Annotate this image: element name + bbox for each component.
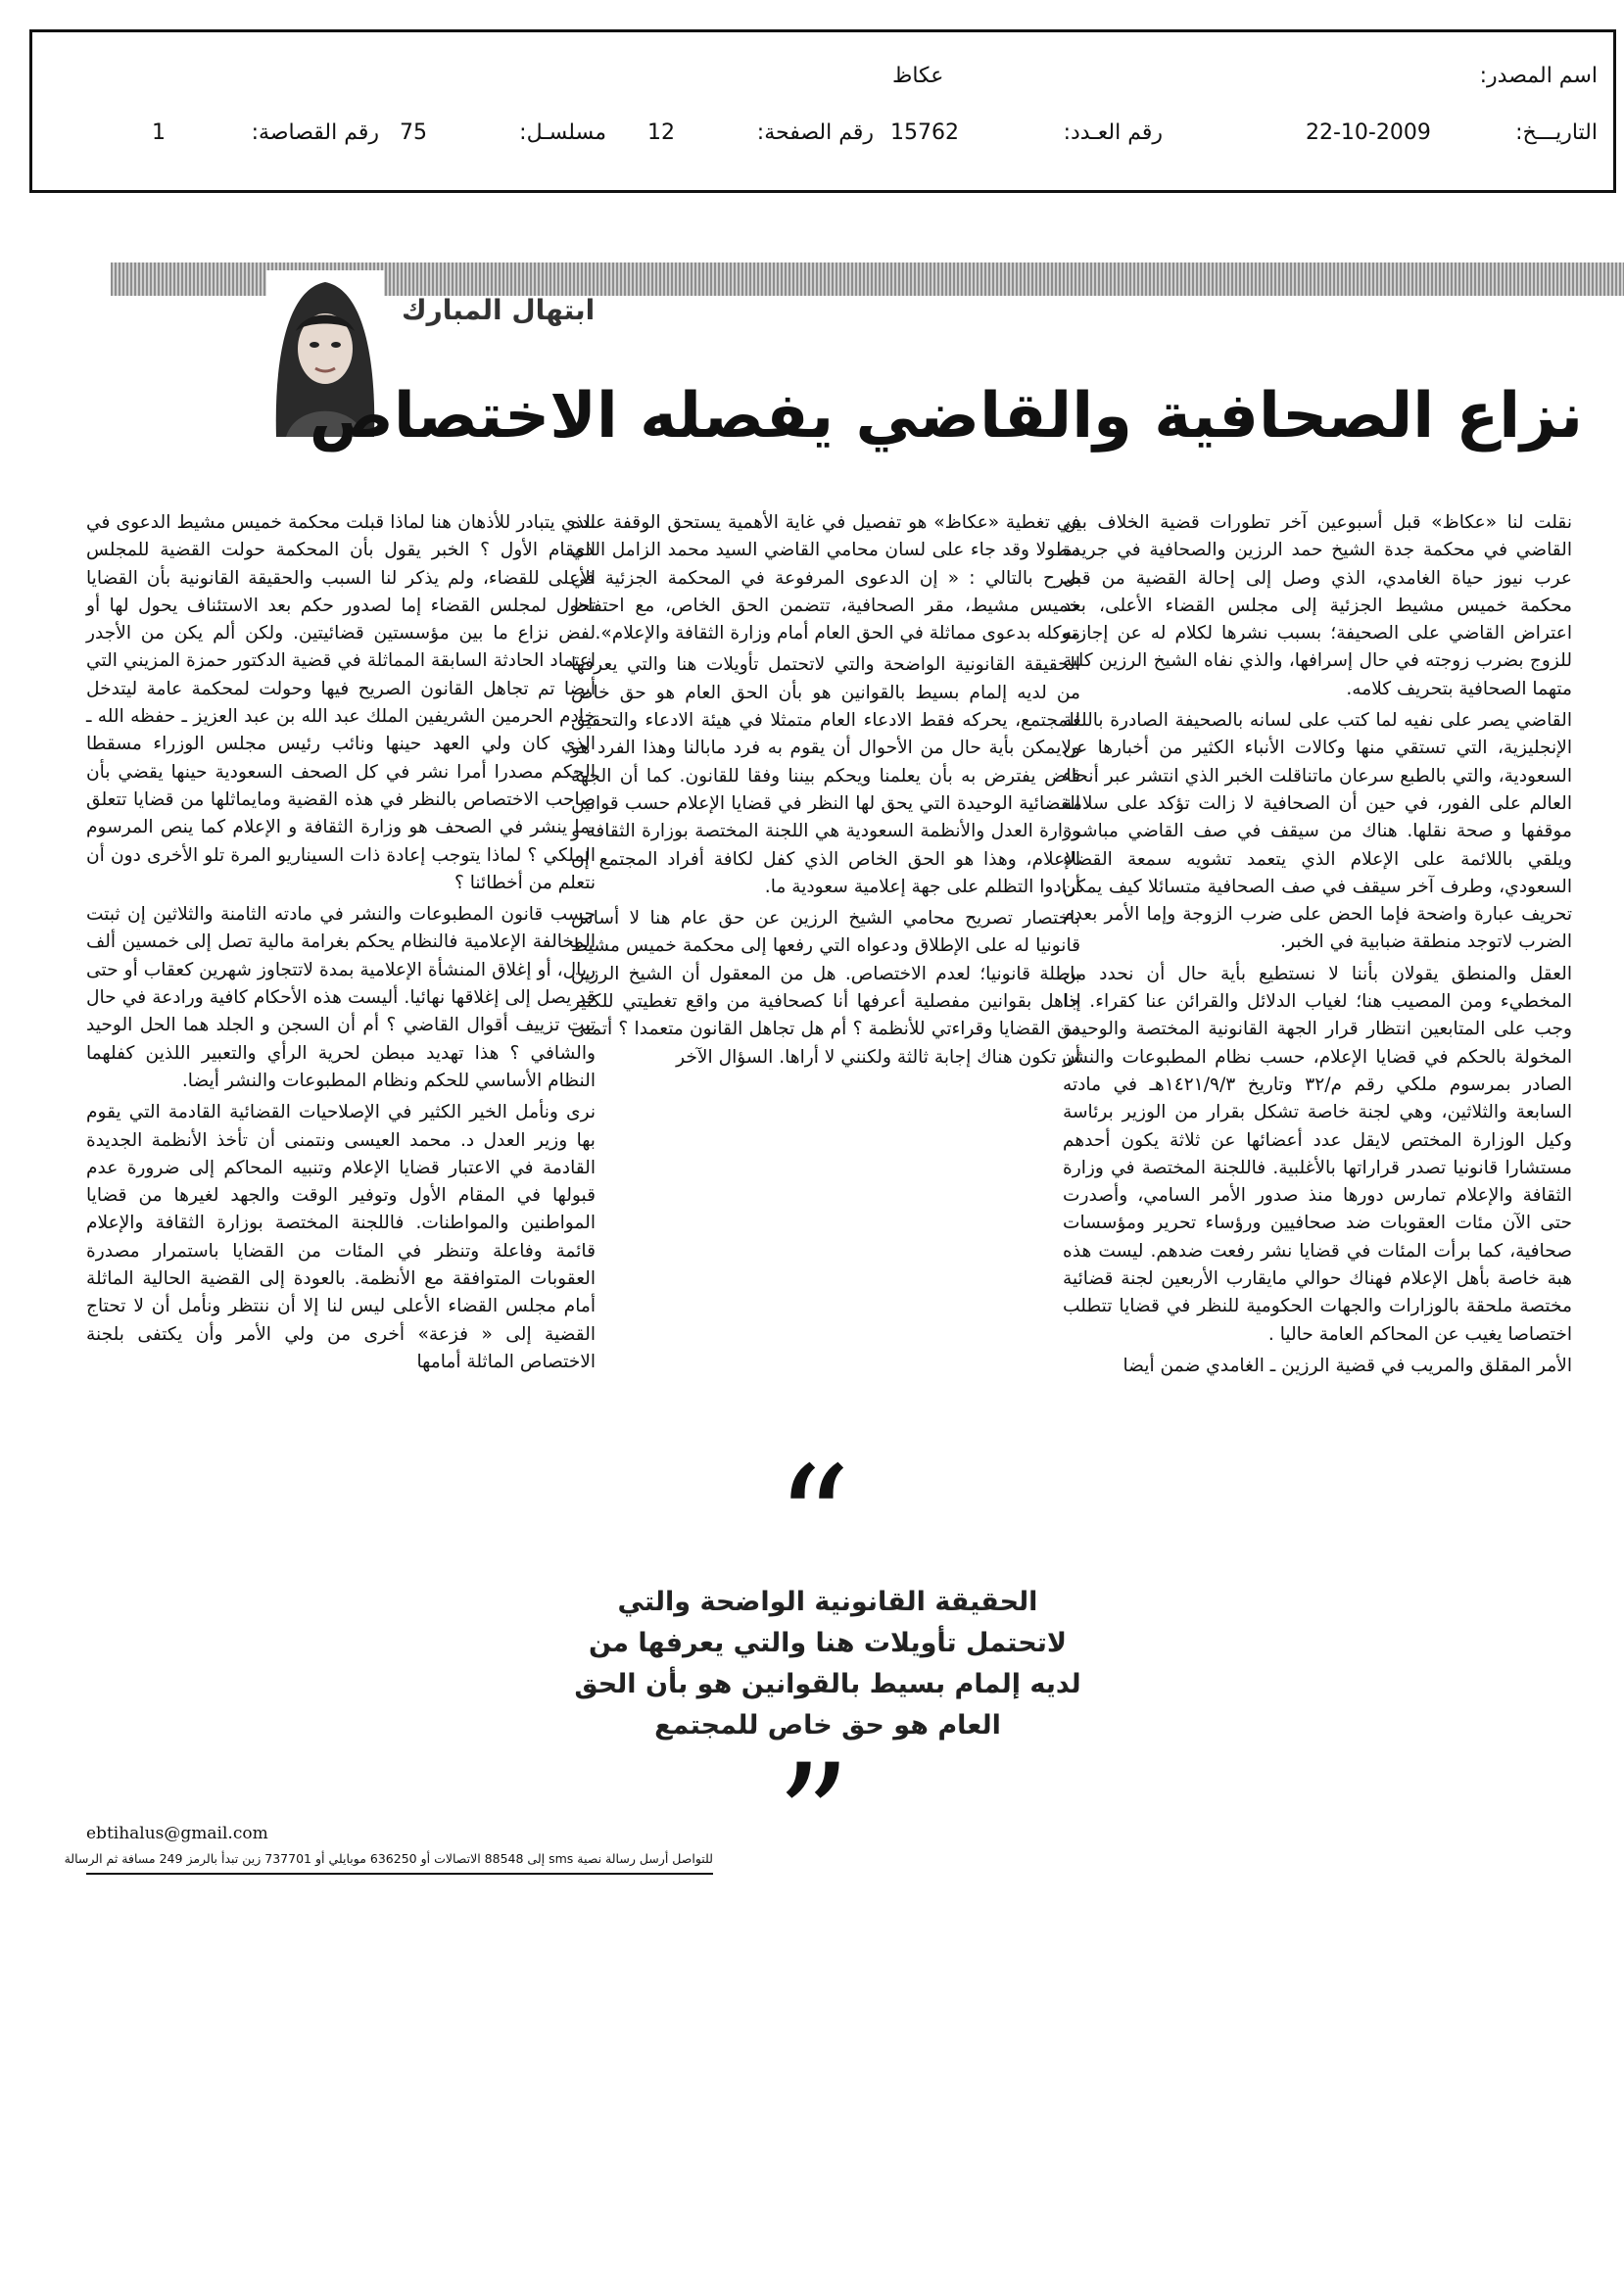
paragraph: نرى ونأمل الخير الكثير في الإصلاحيات القضائية القادمة التي يقوم بها وزير العدل د. محمد العيسى ونتمنى أن تأخذ الأنظمة الجديدة القادمة في الاعتبار قضايا الإعلام وتنبيه المحاكم إلى ضرورة عدم قبولها في المقام الأول وتوفير الوقت والجهد لغيرها من قضايا المواطنين والمواطنات. فاللجنة المختصة بوزارة الثقافة والإعلام قائمة وفاعلة وتنظر في المئات من القضايا باستمرار مصدرة العقوبات المتوافقة مع الأنظمة. بالعودة إلى القضية الحالية الماثلة أمام مجلس القضاء الأعلى ليس لنا إلا أن ننتظر ونأمل أن لا تحتاج القضية إلى « فزعة» أخرى من ولي الأمر وأن يكتفى بلجنة الاختصاص الماثلة أمامها: [86, 1102, 596, 1372]
paragraph: في تغطية «عكاظ» هو تفصيل في غاية الأهمية يستحق الوقفة عنده مطولا وقد جاء على لسان محامي القاضي السيد محمد الزامل الذي صرح بالتالي : « إن الدعوى المرفوعة في المحكمة الجزئية في خميس مشيط، مقر الصحافية، تتضمن الحق الخاص، مع احتفاظ موكله بدعوى مماثلة في الحق العام أمام وزارة الثقافة والإعلام».: [571, 512, 1080, 644]
paragraph: حسب قانون المطبوعات والنشر في مادته الثامنة والثلاثين إن ثبتت المخالفة الإعلامية فالنظام يحكم بغرامة مالية تصل إلى خمسين ألف ريال، أو إغلاق المنشأة الإعلامية بمدة لاتتجاوز شهرين كعقاب أو حتى قد يصل إلى إغلاقها نهائيا. أليست هذه الأحكام كافية ورادعة في حال تبت تزييف أقوال القاضي ؟ أم أن السجن و الجلد هما الحل الوحيد والشافي ؟ هذا تهديد مبطن لحرية الرأي والتعبير اللذين كفلهما النظام الأساسي للحكم ونظام المطبوعات والنشر أيضا.: [86, 904, 596, 1091]
author-email[interactable]: ebtihalus@gmail.com: [86, 1824, 268, 1843]
article-column-middle: [571, 509, 1080, 1075]
page-label: رقم الصفحة:: [756, 120, 874, 145]
paragraph: الحقيقة القانونية الواضحة والتي لاتحتمل تأويلات هنا والتي يعرفها من لديه إلمام بسيط بالقوانين هو بأن الحق العام هو حق خاص للمجتمع، يحركه فقط الادعاء العام متمثلا في هيئة الادعاء والتحقيق ولايمكن بأية حال من الأحوال أن يقوم به فرد مابالنا وهذا الفرد هو قاض يفترض به بأن يعلمنا ويحكم بيننا وفقا للقانون. كما أن الجهة القضائية الوحيدة التي يحق لها النظر في قضايا الإعلام حسب قوانين وزارة العدل والأنظمة السعودية هي اللجنة المختصة بوزارة الثقافة و الإعلام، وهذا هو الحق الخاص الذي كفل لكافة أفراد المجتمع إن أرادوا التظلم على جهة إعلامية سعودية ما.: [571, 654, 1080, 897]
issue-label: رقم العـدد:: [1063, 120, 1163, 145]
clipping-label: رقم القصاصة:: [251, 120, 379, 145]
source-value: عكاظ: [892, 64, 944, 88]
page-value: 12: [647, 120, 675, 145]
footer-divider: [86, 1873, 713, 1875]
close-quote-icon: ”: [776, 1734, 851, 1904]
serial-value: 75: [400, 120, 427, 145]
issue-value: 15762: [890, 120, 959, 145]
source-label: اسم المصدر:: [1479, 64, 1598, 88]
pull-quote: الحقيقة القانونية الواضحة والتي لاتحتمل تأويلات هنا والتي يعرفها من لديه إلمام بسيط بالقوانين هو بأن الحق العام هو حق خاص للمجتمع: [574, 1587, 1081, 1741]
article-headline: نزاع الصحافية والقاضي يفصله الاختصاص: [309, 380, 1583, 453]
open-quote-icon: “: [776, 1436, 851, 1606]
date-value: 22-10-2009: [1306, 120, 1431, 145]
author-byline: ابتهال المبارك: [402, 294, 596, 326]
paragraph: الذي يتبادر للأذهان هنا لماذا قبلت محكمة خميس مشيط الدعوى في المقام الأول ؟ الخبر يقول بأن المحكمة حولت القضية للمجلس الأعلى للقضاء، ولم يذكر لنا السبب والحقيقة القانونية بأن القضايا تحول لمجلس القضاء إما لصدور حكم بعد الاستئناف يحول لها أو لفض نزاع ما بين مؤسستين قضائيتين. ولكن ألم يكن من الأجدر اعتماد الحادثة السابقة المماثلة في قضية الدكتور حمزة المزيني التي أيضا تم تجاهل القانون الصريح فيها وحولت لمحكمة عامة ليتدخل خادم الحرمين الشريفين الملك عبد الله بن عبد العزيز ـ حفظه الله ـ الذي كان ولي العهد حينها ونائب رئيس مجلس الوزراء مسقطا الحكم مصدرا أمرا نشر في كل الصحف السعودية حينها يقضي بأن صاحب الاختصاص بالنظر في هذه القضية ومايماثلها من قضايا تتعلق بما ينشر في الصحف هو وزارة الثقافة و الإعلام كما ينص المرسوم الملكي ؟ لماذا يتوجب إعادة ذات السيناريو المرة تلو الأخرى دون أن نتعلم من أخطائنا ؟: [86, 512, 596, 893]
article-column-right: [1063, 509, 1572, 1384]
contact-footer-note: للتواصل أرسل رسالة نصية sms إلى 88548 الاتصالات أو 636250 موبايلي أو 737701 زين تبدأ بالرمز 249 مسافة ثم الرسالة: [64, 1851, 713, 1866]
clipping-value: 1: [152, 120, 166, 145]
paragraph: القاضي يصر على نفيه لما كتب على لسانه بالصحيفة الصادرة باللغة الإنجليزية، التي تستقي منها وكالات الأنباء الكثير من أخبارها عن السعودية، والتي بالطبع سرعان ماتناقلت الخبر الذي انتشر عبر أنحاء العالم على الفور، في حين أن الصحافية لا زالت تؤكد على سلامة موقفها و صحة نقلها. هناك من سيقف في صف القاضي مباشرة ويلقي باللائمة على الإعلام الذي يتعمد تشويه سمعة القضاء السعودي، وطرف آخر سيقف في صف الصحافية متسائلا كيف يمكن تحريف عبارة واضحة فإما الحض على ضرب الزوجة وإما الأمر بعدم الضرب لاتوجد منطقة ضبابية في الخبر.: [1063, 710, 1572, 953]
serial-label: مسلسـل:: [519, 120, 606, 145]
source-info-box: [29, 29, 1616, 193]
paragraph: نقلت لنا «عكاظ» قبل أسبوعين آخر تطورات قضية الخلاف بين القاضي في محكمة جدة الشيخ حمد الرزين والصحافية في جريدة عرب نيوز حياة الغامدي، الذي وصل إلى إحالة القضية من قبل محكمة خميس مشيط الجزئية إلى مجلس القضاء الأعلى، بعد اعتراض القاضي على الصحيفة؛ بسبب نشرها لكلام له عن إجازته للزوج بضرب زوجته في حال إسرافها، والذي نفاه الشيخ الرزين كلية متهما الصحافية بتحريف كلامه.: [1063, 512, 1572, 699]
article-column-left: [86, 509, 596, 1380]
paragraph: باختصار تصريح محامي الشيخ الرزين عن حق عام هنا لا أساس قانونيا له على الإطلاق ودعواه التي رفعها إلى محكمة خميس مشيط باطلة قانونيا؛ لعدم الاختصاص. هل من المعقول أن الشيخ الرزين جاهل بقوانين مفصلية أعرفها أنا كصحافية من واقع تغطيتي للكثير من القضايا وقراءتي للأنظمة ؟ أم هل تجاهل القانون متعمدا ؟ أتمنى أن تكون هناك إجابة ثالثة ولكنني لا أراها. السؤال الآخر: [571, 908, 1080, 1068]
paragraph: الأمر المقلق والمريب في قضية الرزين ـ الغامدي ضمن أيضا: [1122, 1355, 1572, 1376]
paragraph: العقل والمنطق يقولان بأننا لا نستطيع بأية حال أن نحدد من المخطيء ومن المصيب هنا؛ لغياب الدلائل والقرائن عنا كقراء. إذا وجب على المتابعين انتظار قرار الجهة القانونية المختصة والوحيدة المخولة بالحكم في قضايا الإعلام، حسب نظام المطبوعات والنشر الصادر بمرسوم ملكي رقم م/٣٢ وتاريخ ١٤٢١/٩/٣هـ في مادته السابعة والثلاثين، وهي لجنة خاصة تشكل بقرار من الوزير برئاسة وكيل الوزارة المختص لايقل عدد أعضائها عن ثلاثة يكون أحدهم مستشارا قانونيا تصدر قراراتها بالأغلبية. فاللجنة المختصة في وزارة الثقافة والإعلام تمارس دورها منذ صدور الأمر السامي، وأصدرت حتى الآن مئات العقوبات ضد صحافيين ورؤساء تحرير ومؤسسات صحافية، كما برأت المئات في قضايا نشر رفعت ضدهم. ليست هذه هبة خاصة بأهل الإعلام فهناك حوالي مايقارب الأربعين لجنة قضائية مختصة ملحقة بالوزارات والجهات الحكومية للنظر في قضايا تتطلب اختصاصا يغيب عن المحاكم العامة حاليا .: [1063, 963, 1572, 1345]
date-label: التاريـــخ:: [1515, 120, 1598, 145]
